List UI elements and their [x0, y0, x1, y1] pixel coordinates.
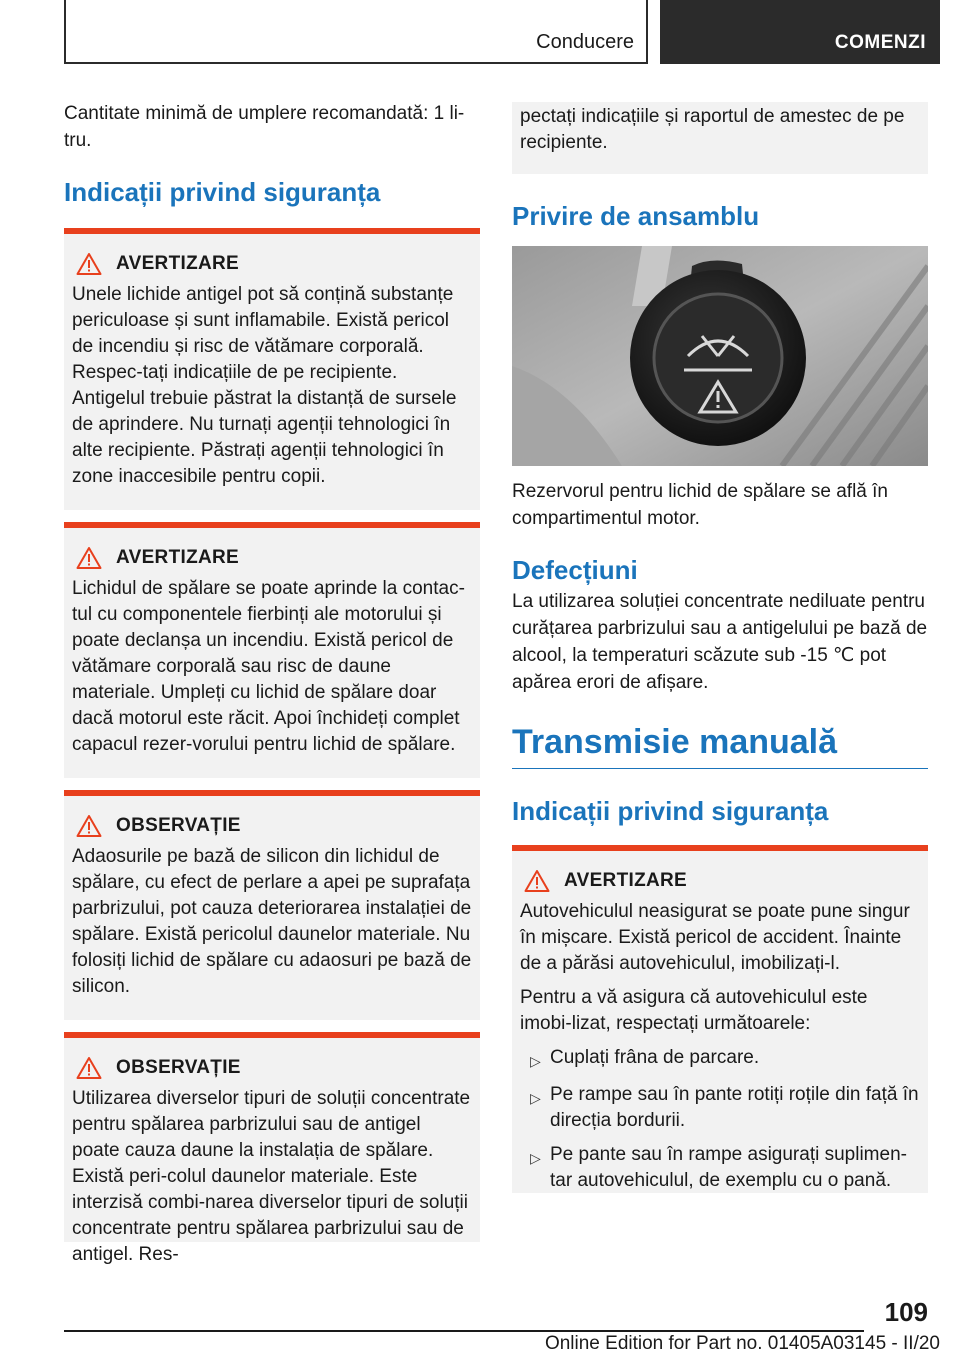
warning-box-washer-fluid	[64, 522, 480, 778]
warning-label: AVERTIZARE	[116, 547, 239, 568]
notice-text-continued: pectați indicațiile și raportul de amestec de pe recipiente.	[520, 106, 905, 153]
list-item	[520, 1082, 920, 1134]
warning-text-secondary: Pentru a vă asigura că autovehiculul este imobi-lizat, respectați următoarele:	[520, 987, 868, 1034]
washer-reservoir-photo	[512, 246, 928, 466]
notice-text: Utilizarea diverselor tipuri de soluții concentrate pentru spălarea parbrizului sau de antigel poate cauza daune la instalația de spălare. Există peri-colul daunelor materiale. Este interzisă combi-narea diverselor tipuri de soluții concentrate pentru spălarea parbrizului sau de antigel. Res-	[72, 1088, 471, 1265]
safety-heading-right: Indicații privind siguranța	[512, 796, 829, 826]
left-column	[64, 100, 480, 1265]
list-item	[520, 1045, 920, 1074]
triangle-right-icon: ▷	[530, 1150, 541, 1166]
notice-label: OBSERVAȚIE	[116, 815, 241, 836]
faults-paragraph: La utilizarea soluției concentrate nediluate pentru curățarea parbrizului sau a antigelului pe bază de alcool, la temperaturi scăzute sub -15 ℃ pot apărea erori de afișare.	[512, 591, 928, 693]
warning-text: Lichidul de spălare se poate aprinde la contac-tul cu componentele fierbinți ale motorului și poate declanșa un incendiu. Există pericol de vătămare corporală sau risc de daune materiale. Umpleți cu lichid de spălare doar dacă motorul este răcit. Apoi închideți complet capacul rezer-vorului pentru lichid de spălare.	[72, 578, 465, 755]
overview-heading: Privire de ansamblu	[512, 201, 760, 231]
chapter-heading-manual-transmission: Transmisie manuală	[512, 722, 928, 769]
notice-box-concentrates	[64, 1032, 480, 1265]
warning-text: Unele lichide antigel pot să conțină substanțe periculoase și sunt inflamabile. Există pericol de incendiu și risc de vătămare corporală. Respec-tați indicațiile de pe recipiente. Antigelul trebuie păstrat la distanță de sursele de aprindere. Nu turnați agenții tehnologici în alte recipiente. Păstrați agenții tehnologici în zone inaccesibile pentru copii.	[72, 284, 457, 487]
faults-heading: Defecțiuni	[512, 555, 638, 585]
warning-triangle-icon	[76, 1056, 102, 1080]
figure-caption: Rezervorul pentru lichid de spălare se află în compartimentul motor.	[512, 481, 888, 529]
list-item	[520, 1142, 920, 1194]
list-item-text: Pe rampe sau în pante rotiți roțile din față în direcția bordurii.	[550, 1084, 919, 1131]
notice-box-title	[72, 814, 472, 838]
safety-heading-left: Indicații privind siguranța	[64, 177, 381, 207]
notice-box-continued	[512, 102, 928, 174]
notice-box-silicone	[64, 790, 480, 1020]
intro-paragraph: Cantitate minimă de umplere recomandată: 1 li-tru.	[64, 103, 465, 151]
warning-triangle-icon	[76, 546, 102, 570]
warning-box-antifreeze	[64, 228, 480, 510]
warning-triangle-icon	[76, 252, 102, 276]
warning-box-title	[520, 869, 920, 893]
notice-box-title	[72, 1056, 472, 1080]
header-chapter-box	[660, 0, 940, 64]
warning-box-title	[72, 252, 472, 276]
footer-divider	[64, 1330, 864, 1332]
warning-bullet-list	[520, 1045, 920, 1194]
page-number: 109	[884, 1297, 928, 1327]
footer-edition: Online Edition for Part no. 01405A03145 - II/20	[544, 1333, 940, 1354]
header-chapter-title: COMENZI	[834, 32, 926, 53]
warning-triangle-icon	[524, 869, 550, 893]
washer-reservoir-figure	[512, 246, 928, 466]
list-item-text: Cuplați frâna de parcare.	[550, 1047, 760, 1068]
warning-label: AVERTIZARE	[564, 870, 687, 891]
warning-box-unsecured-vehicle	[512, 845, 928, 1193]
header-section-box	[64, 0, 648, 64]
warning-label: AVERTIZARE	[116, 253, 239, 274]
notice-label: OBSERVAȚIE	[116, 1057, 241, 1078]
header-section-title: Conducere	[536, 31, 634, 53]
list-item-text: Pe pante sau în rampe asigurați suplimen-tar autovehiculul, de exemplu cu o pană.	[550, 1144, 907, 1191]
warning-box-title	[72, 546, 472, 570]
warning-triangle-icon	[76, 814, 102, 838]
notice-text: Adaosurile pe bază de silicon din lichidul de spălare, cu efect de perlare a apei pe suprafața parbrizului, pot cauza deteriorarea instalației de spălare. Există pericolul daunelor materiale. Nu folosiți lichid de spălare cu adaosuri pe bază de silicon.	[72, 846, 472, 997]
triangle-right-icon: ▷	[530, 1090, 541, 1106]
warning-text: Autovehiculul neasigurat se poate pune singur în mișcare. Există pericol de accident. Înainte de a părăsi autovehiculul, imobilizați-l.	[520, 901, 910, 974]
right-column	[512, 102, 928, 1193]
triangle-right-icon: ▷	[530, 1053, 541, 1069]
